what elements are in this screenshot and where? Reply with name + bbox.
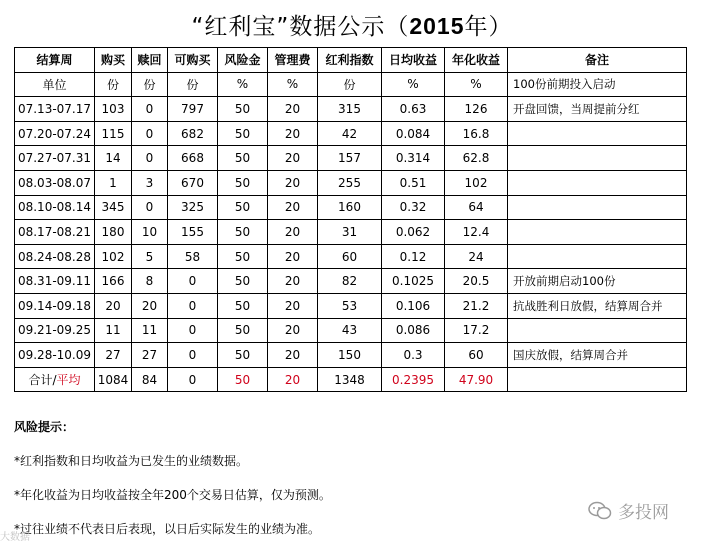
table-cell: 09.21-09.25 — [15, 318, 95, 343]
table-cell: 20 — [268, 343, 318, 368]
table-row — [15, 97, 687, 122]
table-cell: 126 — [445, 97, 508, 122]
table-cell: 20 — [268, 244, 318, 269]
table-cell: 16.8 — [445, 121, 508, 146]
note-cell — [508, 121, 687, 146]
header-row — [15, 48, 687, 73]
note-cell: 开放前期启动100份 — [508, 269, 687, 294]
unit-cell: % — [268, 72, 318, 97]
table-row — [15, 293, 687, 318]
table-cell: 20 — [268, 220, 318, 245]
table-cell: 150 — [318, 343, 382, 368]
wechat-icon — [588, 501, 612, 521]
table-cell: 315 — [318, 97, 382, 122]
table-cell: 50 — [218, 195, 268, 220]
table-cell: 0.1025 — [382, 269, 445, 294]
note-cell — [508, 195, 687, 220]
table-row — [15, 269, 687, 294]
risk-notes-title: 风险提示： — [14, 420, 75, 434]
table-cell: 08.03-08.07 — [15, 170, 95, 195]
table-cell: 50 — [218, 170, 268, 195]
column-header: 年化收益 — [445, 48, 508, 73]
table-cell: 21.2 — [445, 293, 508, 318]
table-cell: 20 — [268, 97, 318, 122]
table-cell: 0.086 — [382, 318, 445, 343]
risk-notes — [14, 418, 331, 554]
table-row — [15, 220, 687, 245]
table-cell: 155 — [168, 220, 218, 245]
table-cell: 0.3 — [382, 343, 445, 368]
table-cell: 345 — [95, 195, 132, 220]
total-cell: 0 — [168, 367, 218, 392]
table-cell: 3 — [132, 170, 168, 195]
table-cell: 0 — [132, 97, 168, 122]
table-cell: 0.062 — [382, 220, 445, 245]
table-cell: 166 — [95, 269, 132, 294]
table-cell: 0.106 — [382, 293, 445, 318]
table-cell: 27 — [132, 343, 168, 368]
table-cell: 160 — [318, 195, 382, 220]
unit-cell: 份 — [95, 72, 132, 97]
total-cell: 84 — [132, 367, 168, 392]
source-watermark: 大数据 — [0, 532, 30, 543]
risk-note-line: *过往业绩不代表日后表现，以日后实际发生的业绩为准。 — [14, 522, 321, 536]
table-cell: 20 — [95, 293, 132, 318]
table-row — [15, 146, 687, 171]
unit-cell: 份 — [318, 72, 382, 97]
table-cell: 20 — [268, 146, 318, 171]
table-cell: 102 — [445, 170, 508, 195]
total-label-part: / — [52, 373, 57, 388]
total-label-part: 合计 — [28, 373, 53, 388]
table-cell: 14 — [95, 146, 132, 171]
table-cell: 50 — [218, 244, 268, 269]
total-cell: 20 — [268, 367, 318, 392]
table-cell: 08.24-08.28 — [15, 244, 95, 269]
table-cell: 0 — [168, 343, 218, 368]
table-cell: 50 — [218, 121, 268, 146]
table-row — [15, 121, 687, 146]
table-cell: 64 — [445, 195, 508, 220]
table-cell: 08.31-09.11 — [15, 269, 95, 294]
unit-cell: % — [445, 72, 508, 97]
table-cell: 797 — [168, 97, 218, 122]
note-cell — [508, 244, 687, 269]
table-cell: 11 — [132, 318, 168, 343]
note-cell — [508, 220, 687, 245]
table-cell: 50 — [218, 146, 268, 171]
table-cell: 20 — [268, 293, 318, 318]
table-cell: 0 — [168, 318, 218, 343]
table-cell: 11 — [95, 318, 132, 343]
column-header: 结算周 — [15, 48, 95, 73]
table-cell: 325 — [168, 195, 218, 220]
page-title: “红利宝”数据公示（2015年） — [191, 13, 513, 40]
table-cell: 0.314 — [382, 146, 445, 171]
table-cell: 42 — [318, 121, 382, 146]
table-cell: 20 — [268, 318, 318, 343]
table-cell: 0.12 — [382, 244, 445, 269]
table-cell: 50 — [218, 269, 268, 294]
table-cell: 20 — [268, 195, 318, 220]
table-cell: 62.8 — [445, 146, 508, 171]
table-cell: 17.2 — [445, 318, 508, 343]
table-cell: 0 — [132, 121, 168, 146]
table-cell: 60 — [318, 244, 382, 269]
risk-note-line: *年化收益为日均收益按全年200个交易日估算，仅为预测。 — [14, 488, 331, 502]
table-cell: 180 — [95, 220, 132, 245]
table-cell: 08.10-08.14 — [15, 195, 95, 220]
table-cell: 682 — [168, 121, 218, 146]
risk-note-line: *红利指数和日均收益为已发生的业绩数据。 — [14, 454, 249, 468]
table-cell: 0 — [132, 195, 168, 220]
table-cell: 20 — [268, 269, 318, 294]
table-cell: 1 — [95, 170, 132, 195]
table-cell: 50 — [218, 97, 268, 122]
table-cell: 09.28-10.09 — [15, 343, 95, 368]
table-cell: 0.51 — [382, 170, 445, 195]
table-cell: 58 — [168, 244, 218, 269]
table-cell: 0 — [168, 269, 218, 294]
table-cell: 07.13-07.17 — [15, 97, 95, 122]
table-cell: 20 — [132, 293, 168, 318]
table-row — [15, 195, 687, 220]
table-cell: 50 — [218, 318, 268, 343]
total-cell: 50 — [218, 367, 268, 392]
table-cell: 27 — [95, 343, 132, 368]
brand-watermark — [588, 498, 669, 523]
table-cell: 0.63 — [382, 97, 445, 122]
column-header: 可购买 — [168, 48, 218, 73]
total-label — [15, 367, 95, 392]
note-cell — [508, 170, 687, 195]
total-label-part: 平均 — [56, 373, 81, 388]
table-cell: 08.17-08.21 — [15, 220, 95, 245]
table-cell: 50 — [218, 293, 268, 318]
data-table — [14, 47, 687, 392]
total-cell: 0.2395 — [382, 367, 445, 392]
table-cell: 5 — [132, 244, 168, 269]
table-cell: 0 — [132, 146, 168, 171]
table-row — [15, 318, 687, 343]
table-cell: 12.4 — [445, 220, 508, 245]
note-cell: 抗战胜利日放假，结算周合并 — [508, 293, 687, 318]
table-cell: 20 — [268, 170, 318, 195]
table-cell: 24 — [445, 244, 508, 269]
column-header: 购买 — [95, 48, 132, 73]
table-row — [15, 170, 687, 195]
table-row — [15, 244, 687, 269]
unit-row — [15, 72, 687, 97]
column-header: 日均收益 — [382, 48, 445, 73]
table-cell: 0.084 — [382, 121, 445, 146]
table-cell: 09.14-09.18 — [15, 293, 95, 318]
table-cell: 102 — [95, 244, 132, 269]
total-row — [15, 367, 687, 392]
unit-cell: % — [218, 72, 268, 97]
table-cell: 157 — [318, 146, 382, 171]
table-cell: 50 — [218, 343, 268, 368]
table-cell: 50 — [218, 220, 268, 245]
note-cell — [508, 146, 687, 171]
table-cell: 0 — [168, 293, 218, 318]
table-cell: 668 — [168, 146, 218, 171]
note-cell: 国庆放假，结算周合并 — [508, 343, 687, 368]
table-cell: 670 — [168, 170, 218, 195]
table-cell: 0.32 — [382, 195, 445, 220]
table-cell: 43 — [318, 318, 382, 343]
table-cell: 07.27-07.31 — [15, 146, 95, 171]
brand-name: 多投网 — [618, 503, 669, 523]
total-cell: 1348 — [318, 367, 382, 392]
table-cell: 20 — [268, 121, 318, 146]
table-cell: 8 — [132, 269, 168, 294]
unit-cell: 单位 — [15, 72, 95, 97]
column-header: 红利指数 — [318, 48, 382, 73]
unit-cell: 100份前期投入启动 — [508, 72, 687, 97]
note-cell: 开盘回馈，当周提前分红 — [508, 97, 687, 122]
unit-cell: % — [382, 72, 445, 97]
table-cell: 07.20-07.24 — [15, 121, 95, 146]
total-cell: 47.90 — [445, 367, 508, 392]
table-cell: 31 — [318, 220, 382, 245]
unit-cell: 份 — [168, 72, 218, 97]
table-cell: 10 — [132, 220, 168, 245]
total-cell: 1084 — [95, 367, 132, 392]
table-cell: 103 — [95, 97, 132, 122]
note-cell — [508, 318, 687, 343]
table-cell: 82 — [318, 269, 382, 294]
table-cell: 255 — [318, 170, 382, 195]
table-cell: 20.5 — [445, 269, 508, 294]
table-cell: 115 — [95, 121, 132, 146]
unit-cell: 份 — [132, 72, 168, 97]
table-row — [15, 343, 687, 368]
column-header: 风险金 — [218, 48, 268, 73]
total-cell — [508, 367, 687, 392]
table-cell: 60 — [445, 343, 508, 368]
table-cell: 53 — [318, 293, 382, 318]
column-header: 备注 — [508, 48, 687, 73]
column-header: 管理费 — [268, 48, 318, 73]
column-header: 赎回 — [132, 48, 168, 73]
